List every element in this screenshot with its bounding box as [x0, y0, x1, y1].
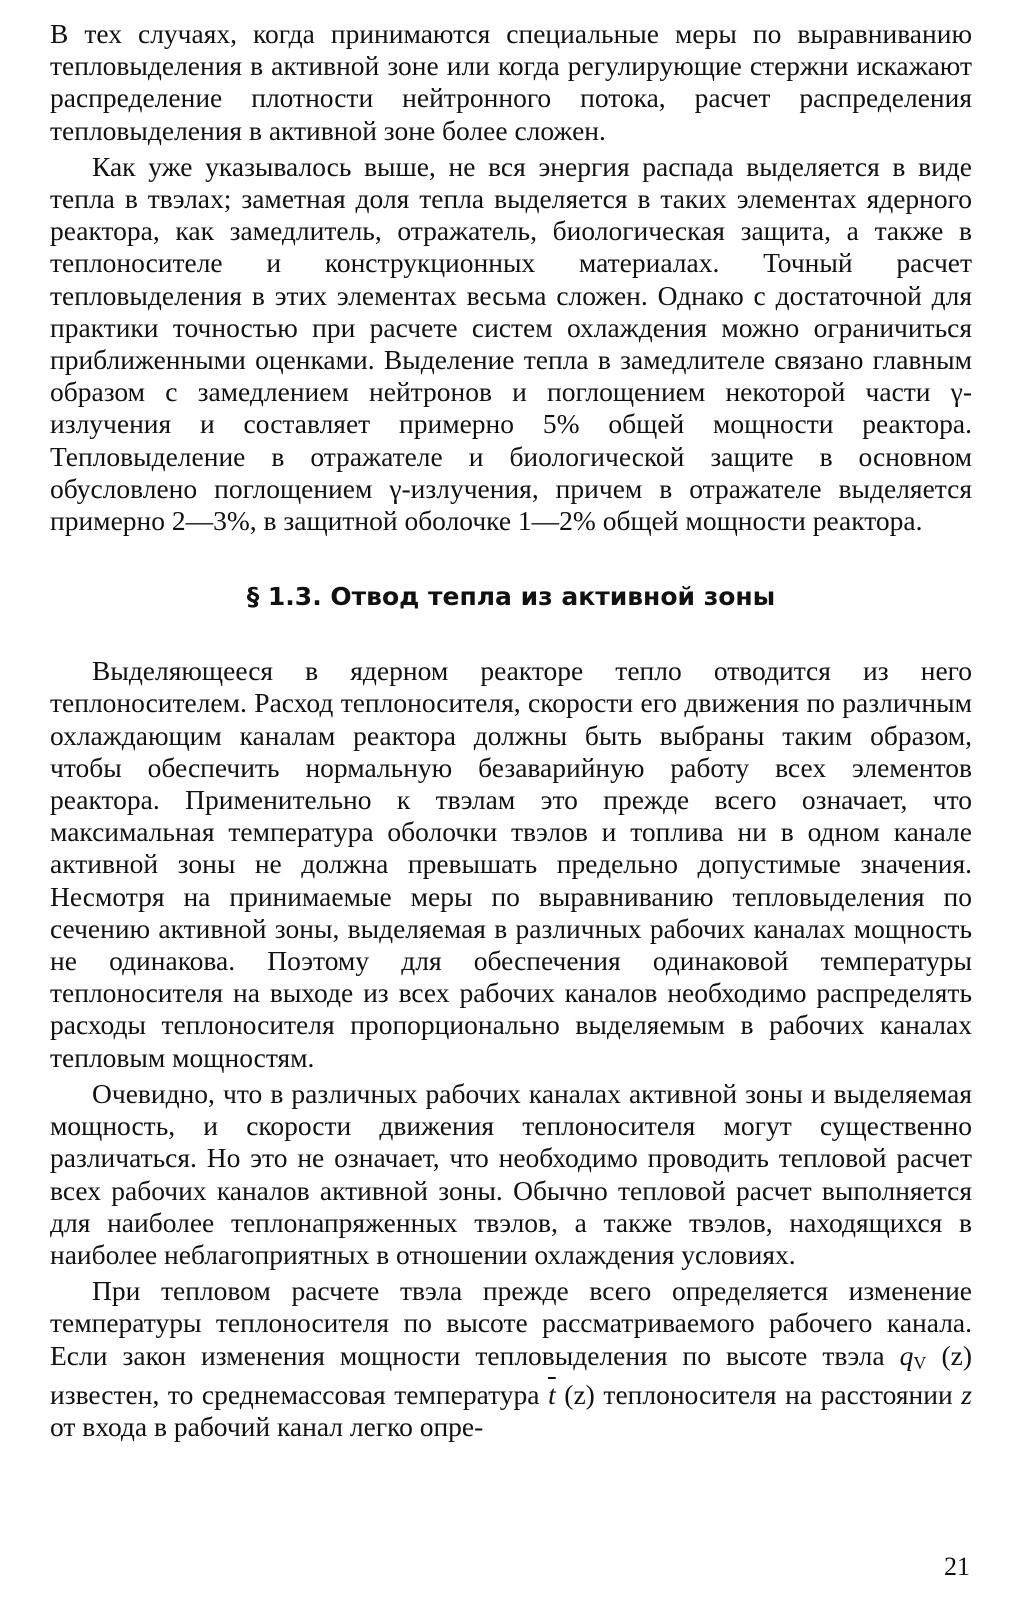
paragraph-heat-removal: Выделяющееся в ядерном реакторе тепло отводится из него теплоносителем. Расход теплоносителя, скорости его движения по различным охлаждающим каналам реактора должны быть выбраны таким образом, чтобы обеспечить нормальную безаварийную работу всех элементов реактора. Применительно к твэлам это прежде всего означает, что максимальная температура оболочки твэлов и топлива ни в одном канале активной зоны не должна превышать предельно допустимые значения. Несмотря на принимаемые меры по выравниванию тепловыделения по сечению активной зоны, выделяемая в различных рабочих каналах мощность не одинакова. Поэтому для обеспечения одинаковой температуры теплоносителя на выходе из всех рабочих каналов необходимо распределять расходы теплоносителя пропорционально выделяемым в рабочих каналах тепловым мощностям. [50, 655, 972, 1073]
paragraph-decay-energy: Как уже указывалось выше, не вся энергия распада выделяется в виде тепла в твэлах; заметная доля тепла выделяется в таких элементах ядерного реактора, как замедлитель, отражатель, биологическая защита, а также в теплоносителе и конструкционных материалах. Точный расчет тепловыделения в этих элементах весьма сложен. Однако с достаточной для практики точностью при расчете систем охлаждения можно ограничиться приближенными оценками. Выделение тепла в замедлителе связано главным образом с замедлением нейтронов и поглощением некоторой части γ-излучения и составляет примерно 5% общей мощности реактора. Тепловыделение в отражателе и биологической защите в основном обусловлено поглощением γ-излучения, причем в отражателе выделяется примерно 2—3%, в защитной оболочке 1—2% общей мощности реактора. [50, 150, 972, 537]
mean-temperature-argument: (z) [555, 1378, 595, 1410]
page-number: 21 [944, 1552, 970, 1581]
heat-density-argument: (z) [926, 1339, 972, 1371]
document-page [50, 18, 972, 1443]
section-heading: § 1.3. Отвод тепла из активной зоны [246, 582, 776, 612]
paragraph-special-measures: В тех случаях, когда принимаются специальные меры по выравниванию тепловыделения в активной зоне или когда регулирующие стержни искажают распределение плотности нейтронного потока, расчет распределения тепловыделения в активной зоне более сложен. [50, 18, 972, 146]
paragraph-channels-differ: Очевидно, что в различных рабочих каналах активной зоны и выделяемая мощность, и скорости движения теплоносителя могут существенно различаться. Но это не означает, что необходимо проводить тепловой расчет всех рабочих каналов активной зоны. Обычно тепловой расчет выполняется для наиболее теплонапряженных твэлов, а также твэлов, находящихся в наиболее неблагоприятных в отношении охлаждения условиях. [50, 1077, 972, 1270]
heat-density-symbol: q [899, 1339, 914, 1371]
mean-temperature-symbol: $\overline{t}$ [548, 1378, 556, 1410]
text-fragment: известен, то среднемассовая температура [50, 1378, 549, 1410]
text-fragment: от входа в рабочий канал легко опре- [50, 1410, 484, 1442]
heat-density-subscript: V [913, 1352, 927, 1373]
text-fragment: При тепловом расчете твэла прежде всего определяется изменение температуры теплоносителя по высоте рассматриваемого рабочего канала. Если закон изменения мощности тепловыделения по высоте твэла [50, 1275, 972, 1371]
paragraph-thermal-calculation [50, 1275, 972, 1443]
distance-symbol: z [961, 1378, 972, 1410]
text-fragment: теплоносителя на расстоянии [594, 1378, 962, 1410]
